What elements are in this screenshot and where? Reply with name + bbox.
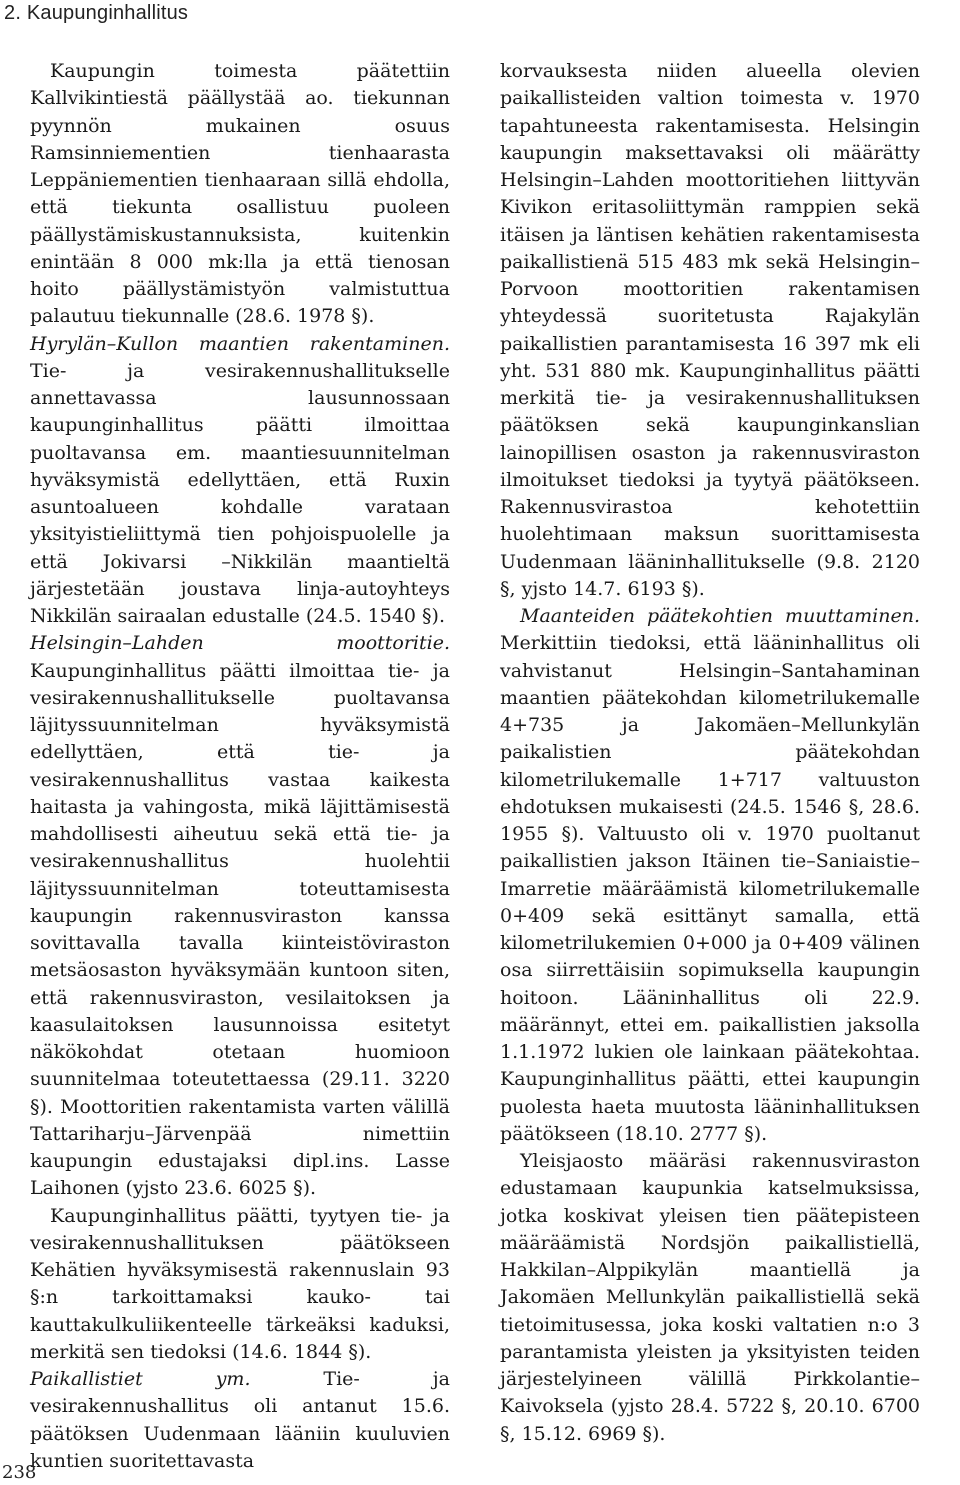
- paragraph-korvaus: korvauksesta niiden alueella olevien paikallisteiden valtion toimesta v. 1970 tapahtuneesta rakentamisesta. Helsingin kaupungin maksettavaksi oli määrätty Helsingin–Lahden moottoritiehen liittyvän Kivikon eritasoliittymän ramppien sekä itäisen ja läntisen kehätien rakentamisesta paikallistienä 515 483 mk sekä Helsingin–Porvoon moottoritien rakentamisen yhteydessä suoritetusta Rajakylän paikallistien parantamisesta 16 397 mk eli yht. 531 880 mk. Kaupunginhallitus päätti merkitä tie- ja vesirakennushallituksen päätöksen sekä kaupunginkanslian lainopillisen osaston ja rakennusviraston ilmoitukset tiedoksi ja tyytyä päätökseen. Rakennusvirastoa kehotettiin huolehtimaan maksun suorittamisesta Uudenmaan lääninhallitukselle (9.8. 2120 §, yjsto 14.7. 6193 §).: [500, 60, 920, 600]
- section-body-paikallistiet: Tie- ja vesirakennushallitus oli antanut 15.6. päätöksen Uudenmaan lääniin kuuluvien kuntien suoritettavasta: [30, 1368, 450, 1472]
- paragraph-hyryla-kulloo: [30, 331, 450, 631]
- section-heading-paikallistiet: Paikallistiet ym.: [30, 1368, 251, 1390]
- paragraph-paatekohdat: [500, 603, 920, 1148]
- paragraph-kehatie: Kaupunginhallitus päätti, tyytyen tie- ja vesirakennushallituksen päätökseen Kehätien hyväksymisestä rakennuslain 93 §:n tarkoittamaksi kauko- tai kauttakulkuliikenteelle tärkeäksi kaduksi, merkitä sen tiedoksi (14.6. 1844 §).: [30, 1204, 450, 1363]
- paragraph-yleisjaosto: Yleisjaosto määräsi rakennusviraston edustamaan kaupunkia katselmuksissa, jotka koskivat yleisen tien päätepisteen määräämistä Nordsjön paikallistiellä, Hakkilan–Alppikylän maantiellä ja Jakomäen Mellunkylän paikallistiellä sekä tietoimitusessa, joka koski valtatien n:o 3 parantamista yleisten ja yksityisten teiden järjestelyineen välillä Pirkkolantie–Kaivoksela (yjsto 28.4. 5722 §, 20.10. 6700 §, 15.12. 6969 §).: [500, 1150, 920, 1445]
- section-body-paatekohdat: Merkittiin tiedoksi, että lääninhallitus oli vahvistanut Helsingin–Santahaminan maantien päätekohdan kilometrilukemalle 4+735 ja Jakomäen–Mellunkylän paikalistien päätekohdan kilometrilukemalle 1+717 valtuuston ehdotuksen mukaisesti (24.5. 1546 §, 28.6. 1955 §). Valtuusto oli v. 1970 puoltanut paikallistien jakson Itäinen tie–Saniaistie–Imarretie määräämistä kilometrilukemalle 0+409 sekä esittänyt samalla, että kilometrilukemien 0+000 ja 0+409 välinen osa siirrettäisiin sopimuksella kaupungin hoitoon. Lääninhallitus oli 22.9. määrännyt, ettei em. paikallistien jaksolla 1.1.1972 lukien ole lainkaan päätekohtaa. Kaupunginhallitus päätti, ettei kaupungin puolesta haeta muutosta lääninhallituksen päätökseen (18.10. 2777 §).: [500, 632, 920, 1145]
- paragraph-paikallistiet: [30, 1366, 450, 1475]
- running-header: 2. Kaupunginhallitus: [4, 2, 189, 24]
- paragraph-kallvikintie: Kaupungin toimesta päätettiin Kallvikintiestä päällystää ao. tiekunnan pyynnön mukainen osuus Ramsinniementien tienhaarasta Leppäniementien tienhaaraan sillä ehdolla, että tiekunta osallistuu puoleen päällystämiskustannuksista, kuitenkin enintään 8 000 mk:lla ja että tienosan hoito päällystämistyön valmistuttua palautuu tiekunnalle (28.6. 1978 §).: [30, 60, 450, 328]
- section-body-hyryla: Tie- ja vesirakennushallitukselle annettavassa lausunnossaan kaupunginhallitus päätti ilmoittaa puoltavansa em. maantiesuunnitelman hyväksymistä edellyttäen, että Ruxin asuntoalueen kohdalle varataan yksityistieliittymä tien pohjoispuolelle ja että Jokivarsi –Nikkilän maantieltä järjestetään joustava linja-autoyhteys Nikkilän sairaalan edustalle (24.5. 1540 §).: [30, 359, 450, 627]
- section-heading-moottoritie: Helsingin–Lahden moottoritie.: [30, 632, 450, 655]
- paragraph-helsinki-lahti: [30, 630, 450, 1202]
- page-number: 238: [2, 1462, 37, 1483]
- section-heading-paatekohdat: Maanteiden päätekohtien muuttaminen.: [520, 605, 920, 627]
- left-column: [30, 58, 450, 1475]
- section-body-moottoritie: Kaupunginhallitus päätti ilmoittaa tie- ja vesirakennushallitukselle puoltavansa läjityssuunnitelman hyväksymistä edellyttäen, että tie- ja vesirakennushallitus vastaa kaikesta haitasta ja vahingosta, mikä läjittämisestä mahdollisesti aiheutuu sekä että tie- ja vesirakennushallitus huolehtii läjityssuunnitelman toteuttamisesta kaupungin rakennusviraston kanssa sovittavalla tavalla kiinteistöviraston metsäosaston hyväksymään kuntoon siten, että rakennusviraston, vesilaitoksen ja kaasulaitoksen lausunnoissa esitetyt näkökohdat otetaan huomioon suunnitelmaa toteutettaessa (29.11. 3220 §). Moottoritien rakentamista varten välillä Tattariharju–Järvenpää nimettiin kaupungin edustajaksi dipl.ins. Lasse Laihonen (yjsto 23.6. 6025 §).: [30, 659, 450, 1200]
- right-column: [500, 58, 920, 1448]
- section-heading-hyryla: Hyrylän–Kullon maantien rakentaminen.: [30, 332, 450, 355]
